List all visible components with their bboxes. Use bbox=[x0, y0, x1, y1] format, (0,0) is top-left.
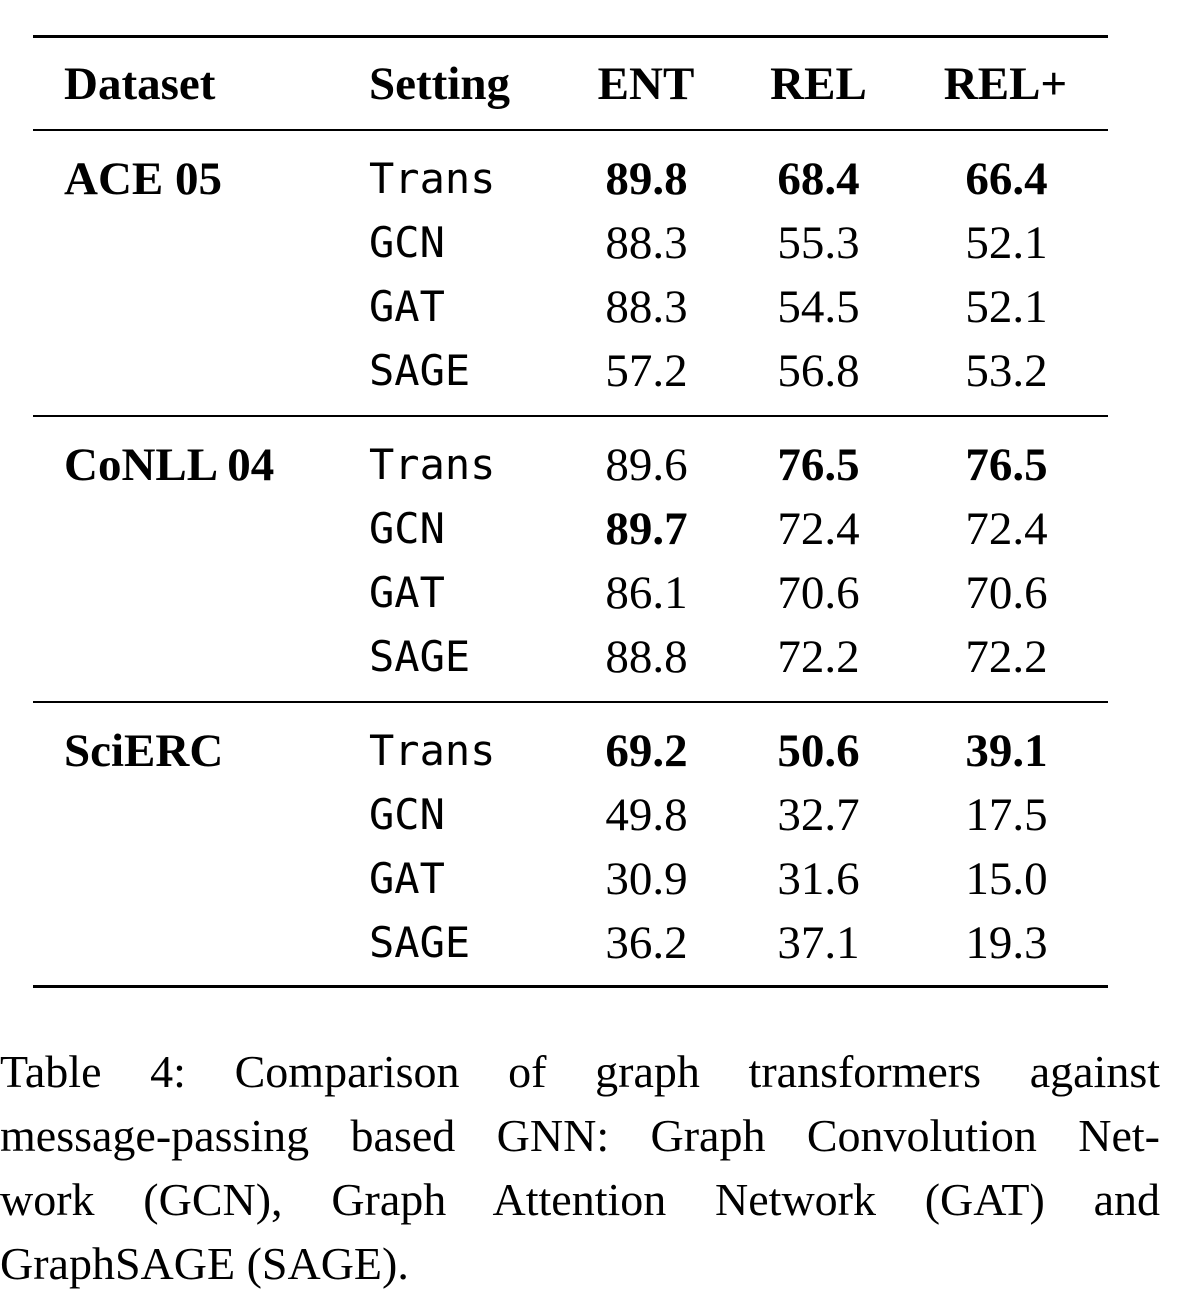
ent-cell: 88.3 bbox=[605, 217, 688, 269]
ent-cell: 36.2 bbox=[605, 917, 688, 969]
setting-cell: GCN bbox=[369, 790, 445, 839]
setting-cell: Trans bbox=[369, 440, 496, 489]
setting-cell: GCN bbox=[369, 218, 445, 267]
rel-cell: 76.5 bbox=[777, 439, 860, 491]
table-row bbox=[33, 339, 1108, 403]
header-ent: ENT bbox=[597, 58, 695, 110]
rel-cell: 72.2 bbox=[777, 631, 860, 683]
rel-cell: 72.4 bbox=[777, 503, 860, 555]
ent-cell: 89.6 bbox=[605, 439, 688, 491]
table-row bbox=[33, 911, 1108, 975]
setting-cell: GAT bbox=[369, 568, 445, 617]
setting-cell: Trans bbox=[369, 154, 496, 203]
setting-cell: SAGE bbox=[369, 918, 471, 967]
rel-cell: 68.4 bbox=[777, 153, 860, 205]
dataset-label: ACE 05 bbox=[64, 153, 222, 205]
rel-plus-cell: 53.2 bbox=[965, 345, 1048, 397]
rel-cell: 37.1 bbox=[777, 917, 860, 969]
rel-cell: 31.6 bbox=[777, 853, 860, 905]
caption-line: GraphSAGE (SAGE). bbox=[0, 1238, 409, 1289]
caption-line: Table 4: Comparison of graph transformers against bbox=[0, 1046, 1160, 1097]
rel-plus-cell: 52.1 bbox=[965, 281, 1048, 333]
table-row bbox=[33, 433, 1108, 497]
setting-cell: SAGE bbox=[369, 346, 471, 395]
bottom-rule bbox=[33, 985, 1108, 988]
table-row bbox=[33, 275, 1108, 339]
table-row bbox=[33, 561, 1108, 625]
rel-plus-cell: 19.3 bbox=[965, 917, 1048, 969]
header-row bbox=[33, 52, 1108, 116]
table-row bbox=[33, 625, 1108, 689]
ent-cell: 89.7 bbox=[605, 503, 688, 555]
ent-cell: 89.8 bbox=[605, 153, 688, 205]
caption-line: message-passing based GNN: Graph Convolution Net- bbox=[0, 1110, 1160, 1161]
ent-cell: 88.3 bbox=[605, 281, 688, 333]
group-rule bbox=[33, 701, 1108, 703]
table-row bbox=[33, 783, 1108, 847]
ent-cell: 30.9 bbox=[605, 853, 688, 905]
table-row bbox=[33, 719, 1108, 783]
rel-plus-cell: 39.1 bbox=[965, 725, 1048, 777]
rel-cell: 54.5 bbox=[777, 281, 860, 333]
ent-cell: 49.8 bbox=[605, 789, 688, 841]
rel-cell: 56.8 bbox=[777, 345, 860, 397]
dataset-label: SciERC bbox=[64, 725, 224, 777]
table-caption bbox=[0, 1040, 1160, 1296]
rel-plus-cell: 66.4 bbox=[965, 153, 1048, 205]
ent-cell: 86.1 bbox=[605, 567, 688, 619]
header-dataset: Dataset bbox=[64, 58, 216, 110]
dataset-label: CoNLL 04 bbox=[64, 439, 275, 491]
table-row bbox=[33, 847, 1108, 911]
ent-cell: 57.2 bbox=[605, 345, 688, 397]
rel-plus-cell: 52.1 bbox=[965, 217, 1048, 269]
header-setting: Setting bbox=[369, 58, 510, 110]
table-row bbox=[33, 497, 1108, 561]
ent-cell: 88.8 bbox=[605, 631, 688, 683]
rel-cell: 70.6 bbox=[777, 567, 860, 619]
setting-cell: Trans bbox=[369, 726, 496, 775]
setting-cell: SAGE bbox=[369, 632, 471, 681]
table-row bbox=[33, 211, 1108, 275]
ent-cell: 69.2 bbox=[605, 725, 688, 777]
setting-cell: GCN bbox=[369, 504, 445, 553]
setting-cell: GAT bbox=[369, 282, 445, 331]
rel-cell: 50.6 bbox=[777, 725, 860, 777]
table-row bbox=[33, 147, 1108, 211]
rel-plus-cell: 72.2 bbox=[965, 631, 1048, 683]
header-rel: REL bbox=[770, 58, 867, 110]
header-rule bbox=[33, 129, 1108, 131]
rel-plus-cell: 72.4 bbox=[965, 503, 1048, 555]
rel-plus-cell: 76.5 bbox=[965, 439, 1048, 491]
top-rule bbox=[33, 35, 1108, 38]
rel-cell: 32.7 bbox=[777, 789, 860, 841]
rel-cell: 55.3 bbox=[777, 217, 860, 269]
group-rule bbox=[33, 415, 1108, 417]
header-rel-plus: REL+ bbox=[943, 58, 1068, 110]
rel-plus-cell: 15.0 bbox=[965, 853, 1048, 905]
rel-plus-cell: 17.5 bbox=[965, 789, 1048, 841]
caption-line: work (GCN), Graph Attention Network (GAT) and bbox=[0, 1174, 1160, 1225]
setting-cell: GAT bbox=[369, 854, 445, 903]
rel-plus-cell: 70.6 bbox=[965, 567, 1048, 619]
